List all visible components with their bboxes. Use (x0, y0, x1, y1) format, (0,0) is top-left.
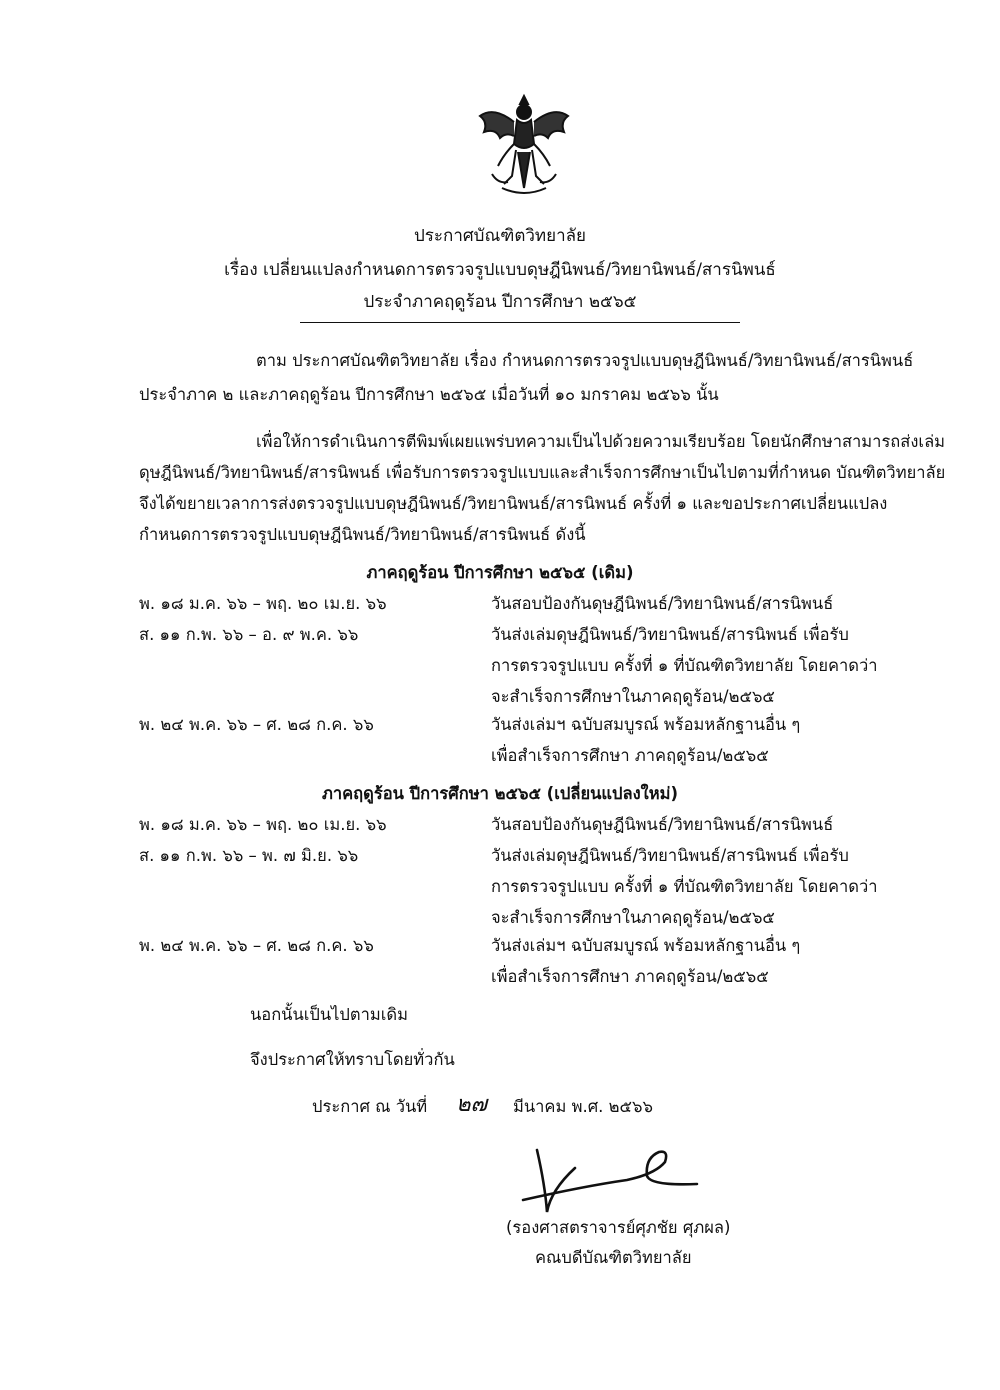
paragraph-2-line-4: กำหนดการตรวจรูปแบบดุษฎีนิพนธ์/วิทยานิพนธ์/สารนิพนธ์ ดังนี้ (139, 525, 586, 544)
paragraph-2-line-2: ดุษฎีนิพนธ์/วิทยานิพนธ์/สารนิพนธ์ เพื่อรับการตรวจรูปแบบและสำเร็จการศึกษาเป็นไปตามที่กำหนด บัณฑิตวิทยาลัย (139, 463, 946, 482)
garuda-emblem-icon (474, 92, 574, 200)
paragraph-1-line-1: ตาม ประกาศบัณฑิตวิทยาลัย เรื่อง กำหนดการตรวจรูปแบบดุษฎีนิพนธ์/วิทยานิพนธ์/สารนิพนธ์ (256, 351, 914, 370)
schedule-new-row-2-desc-2: การตรวจรูปแบบ ครั้งที่ ๑ ที่บัณฑิตวิทยาลัย โดยคาดว่า (491, 877, 878, 896)
schedule-old-row-3-dates: พ. ๒๔ พ.ค. ๖๖ – ศ. ๒๘ ก.ค. ๖๖ (139, 715, 374, 734)
announcement-title: ประกาศบัณฑิตวิทยาลัย (413, 226, 587, 246)
signatory-position: คณบดีบัณฑิตวิทยาลัย (535, 1248, 692, 1267)
schedule-new-row-1-dates: พ. ๑๘ ม.ค. ๖๖ – พฤ. ๒๐ เม.ย. ๖๖ (139, 815, 387, 834)
paragraph-1-line-2: ประจำภาค ๒ และภาคฤดูร้อน ปีการศึกษา ๒๕๖๕ เมื่อวันที่ ๑๐ มกราคม ๒๕๖๖ นั้น (139, 385, 719, 404)
schedule-new-heading: ภาคฤดูร้อน ปีการศึกษา ๒๕๖๕ (เปลี่ยนแปลงใหม่) (321, 784, 679, 803)
schedule-new-row-3-desc-2: เพื่อสำเร็จการศึกษา ภาคฤดูร้อน/๒๕๖๕ (491, 967, 769, 986)
date-prefix: ประกาศ ณ วันที่ (312, 1097, 428, 1116)
closing-announcement: จึงประกาศให้ทราบโดยทั่วกัน (250, 1050, 455, 1069)
schedule-old-row-2-desc-3: จะสำเร็จการศึกษาในภาคฤดูร้อน/๒๕๖๕ (491, 687, 775, 706)
signatory-name: (รองศาสตราจารย์ศุภชัย ศุภผล) (506, 1218, 731, 1237)
closing-remark: นอกนั้นเป็นไปตามเดิม (250, 1005, 408, 1024)
schedule-new-row-3-dates: พ. ๒๔ พ.ค. ๖๖ – ศ. ๒๘ ก.ค. ๖๖ (139, 936, 374, 955)
signature-icon (515, 1140, 700, 1220)
paragraph-2-line-1: เพื่อให้การดำเนินการตีพิมพ์เผยแพร่บทความเป็นไปด้วยความเรียบร้อย โดยนักศึกษาสามารถส่งเล่ม (256, 432, 946, 451)
announcement-subject: เรื่อง เปลี่ยนแปลงกำหนดการตรวจรูปแบบดุษฎีนิพนธ์/วิทยานิพนธ์/สารนิพนธ์ (224, 260, 776, 280)
schedule-old-row-2-desc-1: วันส่งเล่มดุษฎีนิพนธ์/วิทยานิพนธ์/สารนิพนธ์ เพื่อรับ (491, 625, 849, 644)
schedule-old-row-1-desc: วันสอบป้องกันดุษฎีนิพนธ์/วิทยานิพนธ์/สารนิพนธ์ (491, 594, 834, 613)
schedule-old-heading: ภาคฤดูร้อน ปีการศึกษา ๒๕๖๕ (เดิม) (366, 563, 634, 582)
date-day-handwritten: ๒๗ (456, 1092, 488, 1117)
schedule-old-row-3-desc-2: เพื่อสำเร็จการศึกษา ภาคฤดูร้อน/๒๕๖๕ (491, 746, 769, 765)
date-suffix: มีนาคม พ.ศ. ๒๕๖๖ (513, 1097, 653, 1116)
schedule-new-row-3-desc-1: วันส่งเล่มฯ ฉบับสมบูรณ์ พร้อมหลักฐานอื่น ๆ (491, 936, 801, 955)
schedule-old-row-2-dates: ส. ๑๑ ก.พ. ๖๖ – อ. ๙ พ.ค. ๖๖ (139, 625, 359, 644)
schedule-old-row-2-desc-2: การตรวจรูปแบบ ครั้งที่ ๑ ที่บัณฑิตวิทยาลัย โดยคาดว่า (491, 656, 878, 675)
schedule-new-row-1-desc: วันสอบป้องกันดุษฎีนิพนธ์/วิทยานิพนธ์/สารนิพนธ์ (491, 815, 834, 834)
schedule-new-row-2-dates: ส. ๑๑ ก.พ. ๖๖ – พ. ๗ มิ.ย. ๖๖ (139, 846, 359, 865)
announcement-term: ประจำภาคฤดูร้อน ปีการศึกษา ๒๕๖๕ (363, 292, 637, 312)
schedule-new-row-2-desc-3: จะสำเร็จการศึกษาในภาคฤดูร้อน/๒๕๖๕ (491, 908, 775, 927)
paragraph-2-line-3: จึงได้ขยายเวลาการส่งตรวจรูปแบบดุษฎีนิพนธ์/วิทยานิพนธ์/สารนิพนธ์ ครั้งที่ ๑ และขอประกาศเปลี่ยนแปลง (139, 494, 888, 513)
schedule-new-row-2-desc-1: วันส่งเล่มดุษฎีนิพนธ์/วิทยานิพนธ์/สารนิพนธ์ เพื่อรับ (491, 846, 849, 865)
header-divider (300, 322, 740, 323)
schedule-old-row-3-desc-1: วันส่งเล่มฯ ฉบับสมบูรณ์ พร้อมหลักฐานอื่น ๆ (491, 715, 801, 734)
schedule-old-row-1-dates: พ. ๑๘ ม.ค. ๖๖ – พฤ. ๒๐ เม.ย. ๖๖ (139, 594, 387, 613)
